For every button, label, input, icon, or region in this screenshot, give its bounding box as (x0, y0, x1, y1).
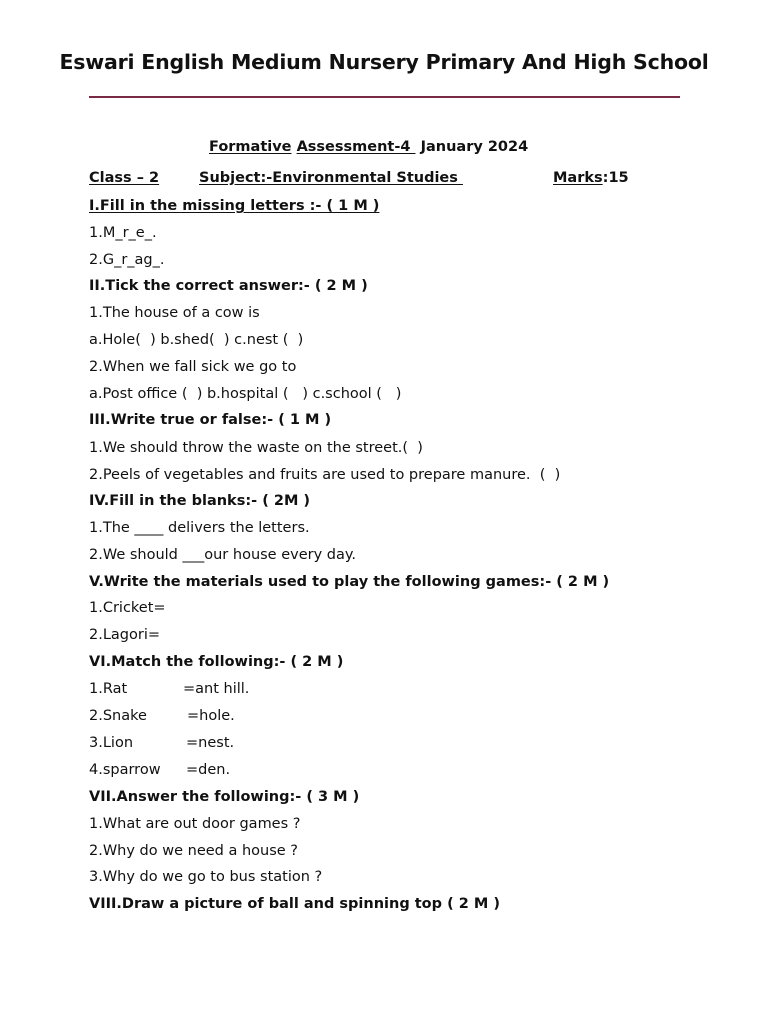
section-2-question-1: 1.The house of a cow is (89, 305, 260, 321)
section-2-question-2-options: a.Post office ( ) b.hospital ( ) c.school ( ) (89, 386, 402, 402)
section-2-heading: II.Tick the correct answer:- ( 2 M ) (89, 278, 368, 294)
marks-value: :15 (602, 170, 629, 186)
marks-word: Marks (553, 170, 603, 186)
section-7-question-3: 3.Why do we go to bus station ? (89, 869, 323, 885)
assessment-formative: Formative (209, 139, 292, 155)
assessment-title (209, 137, 528, 157)
section-5-question-1: 1.Cricket= (89, 600, 166, 616)
section-7-heading: VII.Answer the following:- ( 3 M ) (89, 789, 360, 805)
match-row-2-left: 2.Snake (89, 708, 147, 724)
match-row-2-right: =hole. (187, 708, 235, 724)
match-row-4-left: 4.sparrow (89, 762, 161, 778)
section-7-question-1: 1.What are out door games ? (89, 816, 301, 832)
section-2-question-2: 2.When we fall sick we go to (89, 359, 297, 375)
section-5-heading: V.Write the materials used to play the following games:- ( 2 M ) (89, 574, 610, 590)
section-1-question-1: 1.M_r_e_. (89, 225, 157, 241)
section-1-heading: I.Fill in the missing letters :- ( 1 M ) (89, 198, 380, 214)
assessment-date: January 2024 (420, 139, 529, 155)
section-3-question-2: 2.Peels of vegetables and fruits are used to prepare manure. ( ) (89, 467, 561, 483)
marks-label (553, 168, 629, 188)
assessment-number: Assessment-4 (296, 139, 416, 155)
section-6-heading: VI.Match the following:- ( 2 M ) (89, 654, 344, 670)
section-3-question-1: 1.We should throw the waste on the street.( ) (89, 440, 423, 456)
section-2-question-1-options: a.Hole( ) b.shed( ) c.nest ( ) (89, 332, 304, 348)
section-7-question-2: 2.Why do we need a house ? (89, 843, 298, 859)
header-divider (89, 96, 680, 98)
section-4-heading: IV.Fill in the blanks:- ( 2M ) (89, 493, 311, 509)
match-row-1-right: =ant hill. (183, 681, 250, 697)
class-label: Class – 2 (89, 170, 160, 186)
match-row-1-left: 1.Rat (89, 681, 128, 697)
section-8-heading: VIII.Draw a picture of ball and spinning top ( 2 M ) (89, 896, 500, 912)
section-1-question-2: 2.G_r_ag_. (89, 252, 165, 268)
match-row-3-right: =nest. (186, 735, 235, 751)
match-row-3-left: 3.Lion (89, 735, 134, 751)
section-4-question-1: 1.The ____ delivers the letters. (89, 520, 310, 536)
school-name: Eswari English Medium Nursery Primary And High School (59, 50, 709, 74)
section-3-heading: III.Write true or false:- ( 1 M ) (89, 412, 332, 428)
subject-label: Subject:-Environmental Studies (199, 170, 463, 186)
section-5-question-2: 2.Lagori= (89, 627, 161, 643)
section-4-question-2: 2.We should ___our house every day. (89, 547, 357, 563)
match-row-4-right: =den. (186, 762, 231, 778)
